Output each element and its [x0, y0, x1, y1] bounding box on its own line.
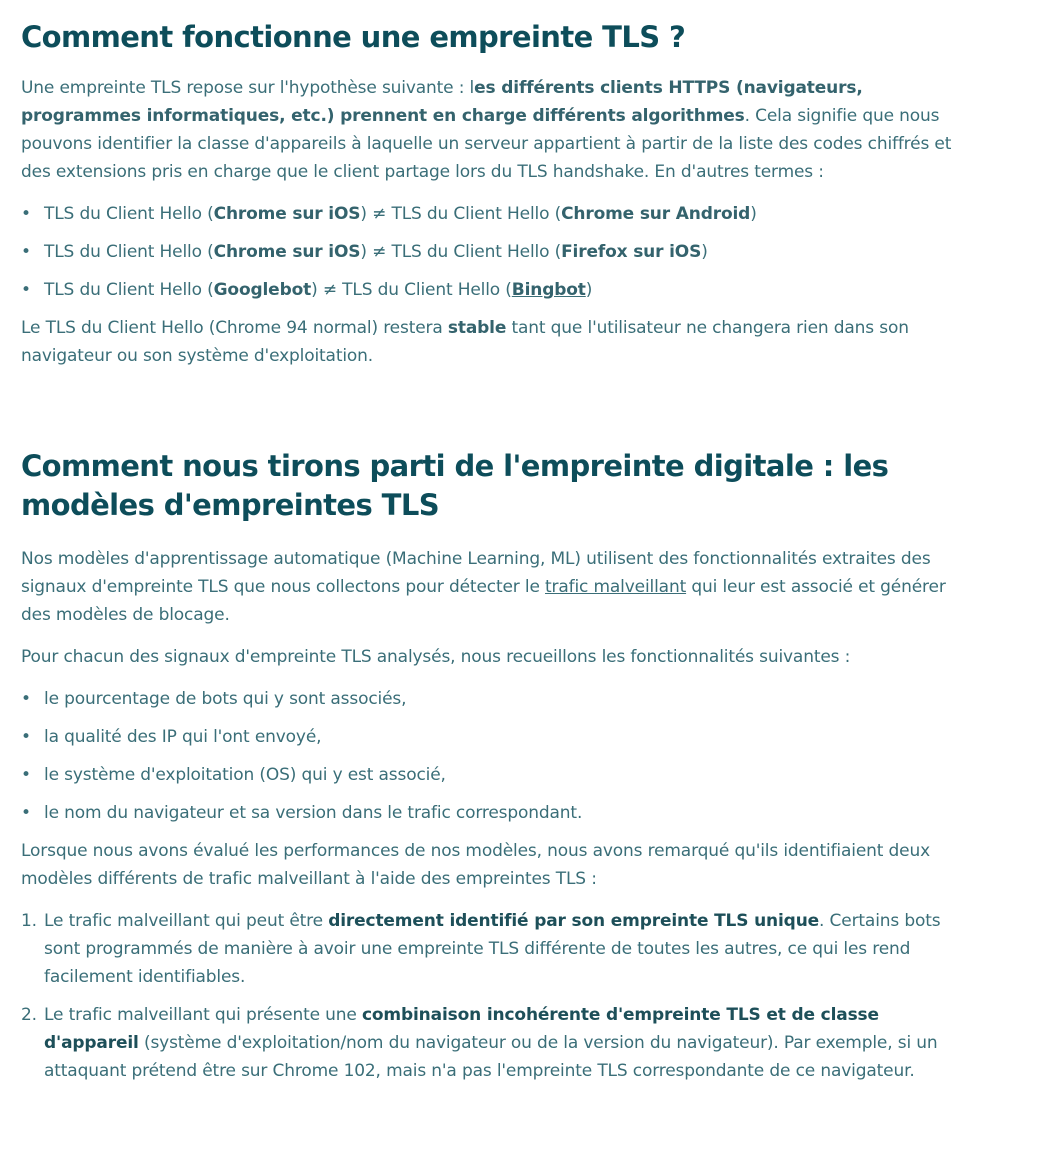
item-text: Le trafic malveillant qui présente une [44, 1005, 362, 1025]
item-text: ) [750, 204, 757, 224]
malicious-traffic-link[interactable]: trafic malveillant [545, 577, 687, 597]
client-hello-list [21, 200, 961, 304]
item-bold: directement identifié par son empreinte TLS unique [328, 911, 820, 931]
item-text: ) ≠ TLS du Client Hello ( [360, 242, 562, 262]
closing-text-2: tant que l'utilisateur ne changera rien dans son navigateur ou son système d'exploitation. [21, 318, 909, 366]
item-text: (système d'exploitation/nom du navigateur ou de la version du navigateur). Par exemple, si un attaquant prétend être sur Chrome 102, mais n'a pas l'empreinte TLS correspondante de ce navigateur. [44, 1033, 938, 1081]
evaluation-paragraph: Lorsque nous avons évalué les performances de nos modèles, nous avons remarqué qu'ils identifiaient deux modèles différents de trafic malveillant à l'aide des empreintes TLS : [21, 841, 931, 889]
list-item [21, 276, 961, 304]
item-bold-a: Chrome sur iOS [213, 242, 361, 262]
item-text: TLS du Client Hello ( [44, 242, 214, 262]
list-item [21, 723, 961, 751]
item-bold-a: Chrome sur iOS [213, 204, 361, 224]
bullet-icon: • [21, 242, 31, 262]
ml-text-2: qui leur est associé et générer des modèles de blocage. [21, 577, 946, 625]
patterns-list [21, 907, 961, 1085]
feature-text: le système d'exploitation (OS) qui y est associé, [44, 765, 446, 785]
intro-text-2: . Cela signifie que nous pouvons identifier la classe d'appareils à laquelle un serveur appartient à partir de la liste des codes chiffrés et des extensions pris en charge que le client partage lors du TLS handshake. En d'autres termes : [21, 106, 952, 182]
list-item [21, 1001, 961, 1085]
closing-bold: stable [447, 318, 507, 338]
list-item [21, 685, 961, 713]
bullet-icon: • [21, 765, 31, 785]
feature-text: le pourcentage de bots qui y sont associés, [44, 689, 407, 709]
feature-text: la qualité des IP qui l'ont envoyé, [44, 727, 322, 747]
item-text: ) ≠ TLS du Client Hello ( [311, 280, 512, 300]
bullet-icon: • [21, 803, 31, 823]
item-bold-a: Googlebot [213, 280, 312, 300]
features-list [21, 685, 961, 827]
item-bold-b: Bingbot [511, 280, 586, 300]
ml-text-1: Nos modèles d'apprentissage automatique (Machine Learning, ML) utilisent des fonctionnalités extraites des signaux d'empreinte TLS que nous collectons pour détecter le [21, 549, 931, 597]
item-text: TLS du Client Hello ( [44, 204, 214, 224]
item-bold-b: Chrome sur Android [561, 204, 751, 224]
list-item [21, 907, 961, 991]
list-number: 1. [21, 911, 37, 931]
item-bold-b: Firefox sur iOS [561, 242, 702, 262]
ml-paragraph [21, 545, 961, 629]
intro-paragraph [21, 74, 961, 186]
closing-text-1: Le TLS du Client Hello (Chrome 94 normal) restera [21, 318, 448, 338]
bullet-icon: • [21, 280, 31, 300]
bullet-icon: • [21, 689, 31, 709]
feature-text: le nom du navigateur et sa version dans le trafic correspondant. [44, 803, 583, 823]
bullet-icon: • [21, 727, 31, 747]
item-text: ) [585, 280, 593, 300]
features-intro: Pour chacun des signaux d'empreinte TLS analysés, nous recueillons les fonctionnalités suivantes : [21, 647, 851, 667]
closing-paragraph [21, 314, 961, 370]
bingbot-link[interactable] [512, 280, 586, 300]
list-number: 2. [21, 1005, 37, 1025]
list-item [21, 238, 961, 266]
item-text: . Certains bots sont programmés de manière à avoir une empreinte TLS différente de toutes les autres, ce qui les rend facilement identifiables. [44, 911, 941, 987]
item-text: ) [701, 242, 708, 262]
intro-bold: es différents clients HTTPS (navigateurs, programmes informatiques, etc.) prennent en charge différents algorithmes [21, 78, 863, 126]
intro-text-1: Une empreinte TLS repose sur l'hypothèse suivante : l [21, 78, 475, 98]
section-title-tls: Comment fonctionne une empreinte TLS ? [21, 20, 686, 54]
item-text: Le trafic malveillant qui peut être [44, 911, 329, 931]
item-text: ) ≠ TLS du Client Hello ( [360, 204, 562, 224]
item-bold: combinaison incohérente d'empreinte TLS et de classe d'appareil [44, 1005, 879, 1053]
bullet-icon: • [21, 204, 31, 224]
list-item [21, 761, 961, 789]
list-item [21, 799, 961, 827]
list-item [21, 200, 961, 228]
section-title-models: Comment nous tirons parti de l'empreinte digitale : les modèles d'empreintes TLS [21, 449, 889, 522]
item-text: TLS du Client Hello ( [44, 280, 214, 300]
